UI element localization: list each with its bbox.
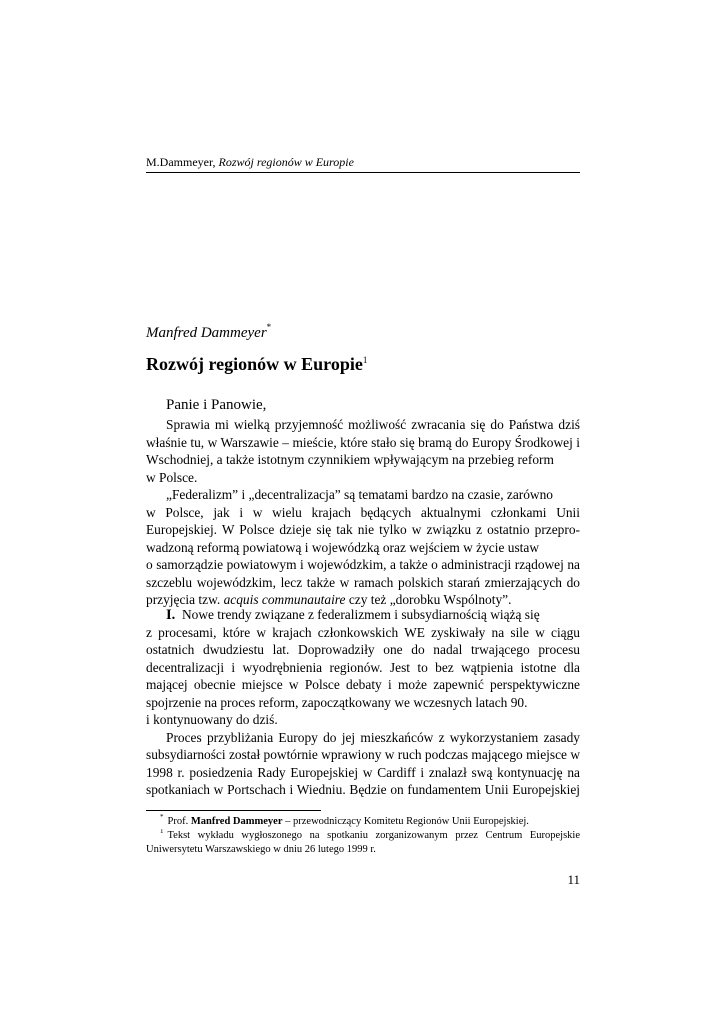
section-1-first-line <box>146 606 580 624</box>
paragraph-3-line: i kontynuowany do dziś. <box>146 712 278 727</box>
greeting: Panie i Panowie, <box>166 397 267 413</box>
body-block-2 <box>146 606 580 799</box>
footnote-2-line <box>146 829 580 843</box>
paragraph-2-line: o samorządzie powiatowym i wojewódzkim, a także o administracji rządowej na <box>146 557 580 572</box>
article-author <box>146 324 271 342</box>
paragraph-1-line: Sprawia mi wielką przyjemność możliwość zwracania się do Państwa dziś <box>166 417 580 432</box>
paragraph-3-line: spojrzenie na proces reform, zapoczątkowany we wczesnych latach 90. <box>146 694 528 710</box>
footnote-1-name: Manfred Dammeyer <box>190 816 283 827</box>
paragraph-1-line: właśnie tu, w Warszawie – mieście, które stało się bramą do Europy Środkowej i <box>146 434 580 450</box>
paragraph-4-line: spotkaniach w Portschach i Wiedniu. Będzie on fundamentem Unii Europejskiej <box>146 782 580 797</box>
footnote-1 <box>146 815 580 829</box>
author-footnote-mark: * <box>266 322 272 332</box>
title-footnote-mark: 1 <box>362 355 368 365</box>
paragraph-2-line: szczeblu wojewódzkim, lecz także w ramach polskich starań zmierzających do <box>146 574 580 590</box>
paragraph-3-line: mającej obecnie miejsce w Polsce debaty i może zapewnić perspektywiczne <box>146 677 580 692</box>
running-header <box>146 155 580 173</box>
paragraph-1-line: Wschodniej, a także istotnym czynnikiem wpływającym na przebieg reform <box>146 452 554 467</box>
body-block-1 <box>146 416 580 609</box>
paragraph-2-line: „Federalizm” i „decentralizacja” są tematami bardzo na czasie, zarówno <box>166 487 553 502</box>
paragraph-4-line: 1998 r. posiedzenia Rady Europejskiej w Cardiff i znalazł swą kontynuację na <box>146 764 580 780</box>
paragraph-1-line: w Polsce. <box>146 469 198 485</box>
paragraph-2-line: wadzoną reformą powiatową i wojewódzką oraz wejściem w życie ustaw <box>146 539 540 555</box>
paragraph-4-line: Proces przybliżania Europy do jej mieszkańców z wykorzystaniem zasady <box>166 729 580 745</box>
paragraph-3-line: z procesami, które w krajach członkowskich WE zyskiwały na sile w ciągu <box>146 624 580 640</box>
footnote-2-text: Tekst wykładu wygłoszonego na spotkaniu zorganizowanym przez Centrum Europejskie <box>167 830 580 841</box>
article-author-name: Manfred Dammeyer <box>146 325 267 341</box>
section-number: I. <box>166 607 176 623</box>
paragraph-2-text: przyjęcia tzw. <box>146 592 221 607</box>
footnote-2-mark: 1 <box>160 829 164 835</box>
footnote-1-text: – przewodniczący Komitetu Regionów Unii Europejskiej. <box>285 816 529 827</box>
article-title-text: Rozwój regionów w Europie <box>146 354 363 374</box>
footnote-separator <box>146 810 321 811</box>
footnotes <box>146 815 580 857</box>
paragraph-2-line: w Polsce, jak i w wielu krajach będących aktualnymi członkami Unii <box>146 504 580 520</box>
paragraph-3-line: ostatnich dwudziestu lat. Doprowadziły one do nadal trwającego procesu <box>146 642 580 657</box>
footnote-2-line: Uniwersytetu Warszawskiego w dniu 26 lutego 1999 r. <box>146 844 376 855</box>
paragraph-2-text: czy też „dorobku Wspólnoty”. <box>348 592 512 607</box>
footnote-1-mark: * <box>160 813 164 821</box>
paragraph-2-italic-term: acquis communautaire <box>223 592 346 607</box>
footnote-1-prefix: Prof. <box>167 816 189 827</box>
section-1-text: Nowe trendy związane z federalizmem i subsydiarnością wiążą się <box>181 607 540 622</box>
paragraph-2-line: Europejskiej. W Polsce dzieje się tak nie tylko w związku z ostatnio przepro- <box>146 522 580 537</box>
article-title <box>146 353 367 375</box>
header-author: M.Dammeyer, <box>146 155 216 169</box>
page-number: 11 <box>567 872 580 887</box>
header-title: Rozwój regionów w Europie <box>218 155 354 169</box>
paragraph-3-line: decentralizacji i wyodrębnienia regionów. Jest to bez wątpienia istotne dla <box>146 659 580 675</box>
paragraph-4-line: subsydiarności został powtórnie wprawiony w ruch podczas mającego miejsce w <box>146 747 580 762</box>
